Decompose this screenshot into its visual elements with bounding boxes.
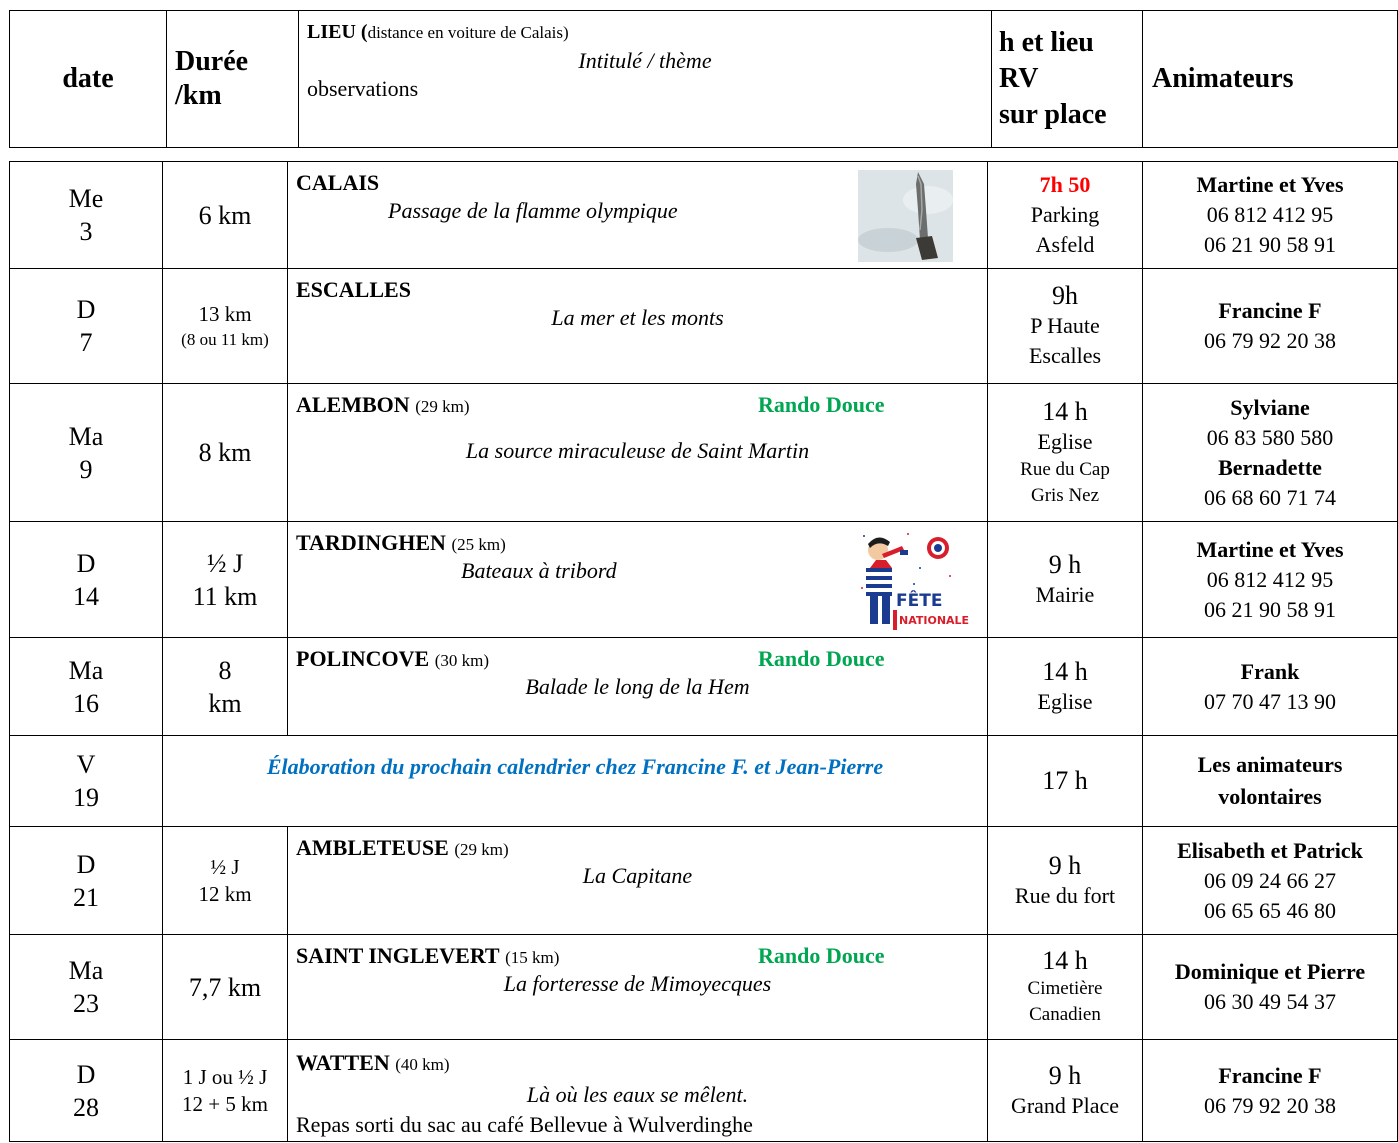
duration-cell bbox=[163, 384, 288, 522]
day-label: D bbox=[76, 849, 96, 879]
animators-cell bbox=[1143, 736, 1398, 827]
place-theme: La mer et les monts bbox=[551, 305, 724, 330]
place-distance: (15 km) bbox=[505, 948, 560, 967]
duration-value: ½ J bbox=[210, 854, 240, 879]
day-number: 23 bbox=[73, 989, 99, 1018]
date-cell bbox=[10, 935, 163, 1040]
animators-cell bbox=[1143, 522, 1398, 638]
table-row bbox=[10, 827, 1398, 935]
header-animateurs bbox=[1143, 11, 1398, 148]
animator-name: Les animateurs bbox=[1197, 752, 1343, 777]
table-row bbox=[10, 638, 1398, 736]
rendezvous-cell bbox=[988, 736, 1143, 827]
header-lieu-label: LIEU bbox=[307, 21, 356, 43]
rando-douce-tag: Rando Douce bbox=[758, 646, 885, 671]
place-note: Repas sorti du sac au café Bellevue à Wulverdinghe bbox=[296, 1112, 753, 1137]
animator-phone: 06 79 92 20 38 bbox=[1204, 1092, 1336, 1118]
duration-value: 1 J ou ½ J bbox=[182, 1064, 268, 1089]
header-lieu-paren: ( bbox=[355, 21, 368, 43]
animator-name: Francine F bbox=[1218, 1062, 1322, 1088]
day-label: V bbox=[76, 750, 96, 779]
day-number: 14 bbox=[73, 581, 99, 611]
header-lieu-theme: Intitulé / thème bbox=[578, 48, 712, 73]
nationale-text: NATIONALE bbox=[899, 614, 970, 627]
rv-place-line2: Rue du Cap bbox=[1020, 458, 1110, 480]
place-cell bbox=[288, 384, 988, 522]
rv-place-line2: Escalles bbox=[1028, 343, 1102, 368]
animators-cell bbox=[1143, 269, 1398, 384]
rv-place-line1: Rue du fort bbox=[1014, 882, 1116, 908]
animators-cell bbox=[1143, 827, 1398, 935]
fete-nationale-icon bbox=[858, 528, 970, 632]
header-lieu-line1 bbox=[307, 21, 983, 44]
day-number: 3 bbox=[79, 217, 93, 246]
day-label: Ma bbox=[68, 956, 104, 985]
fete-text: FÊTE bbox=[896, 591, 943, 611]
place-theme: Là où les eaux se mêlent. bbox=[526, 1082, 749, 1107]
header-duree-l1: Durée bbox=[175, 46, 249, 77]
animator-phone: 06 21 90 58 91 bbox=[1204, 596, 1336, 622]
place-name: ESCALLES bbox=[296, 277, 411, 302]
day-number: 28 bbox=[73, 1092, 99, 1122]
day-label: D bbox=[76, 295, 96, 324]
schedule-table bbox=[9, 161, 1398, 1142]
animator-name: Frank bbox=[1240, 658, 1300, 684]
rv-place-line1: Grand Place bbox=[1010, 1092, 1120, 1118]
animator-name: Sylviane bbox=[1230, 394, 1310, 420]
day-number: 9 bbox=[79, 454, 93, 484]
duration-value: 6 km bbox=[198, 200, 252, 230]
day-number: 19 bbox=[73, 783, 99, 812]
day-number: 7 bbox=[79, 328, 93, 357]
day-label: Ma bbox=[68, 421, 104, 451]
date-cell bbox=[10, 269, 163, 384]
rv-time: 9 h bbox=[1048, 850, 1082, 880]
rv-time: 7h 50 bbox=[1039, 172, 1091, 197]
header-date bbox=[10, 11, 167, 148]
place-distance: (30 km) bbox=[434, 651, 490, 670]
date-cell bbox=[10, 384, 163, 522]
place-cell bbox=[288, 162, 988, 269]
place-name: SAINT INGLEVERT bbox=[296, 943, 500, 968]
duration-cell bbox=[163, 638, 288, 736]
rendezvous-cell bbox=[988, 162, 1143, 269]
place-theme: La source miraculeuse de Saint Martin bbox=[465, 438, 810, 463]
duration-detail: km bbox=[208, 688, 242, 718]
place-name: TARDINGHEN bbox=[296, 530, 446, 555]
rendezvous-cell bbox=[988, 1040, 1143, 1142]
olympic-flame-icon bbox=[858, 170, 953, 262]
header-rv-l2: RV bbox=[999, 63, 1039, 94]
animators-cell bbox=[1143, 162, 1398, 269]
place-name: POLINCOVE bbox=[296, 646, 430, 671]
rendezvous-cell bbox=[988, 827, 1143, 935]
animator-phone: 06 83 580 580 bbox=[1206, 424, 1334, 450]
header-lieu-distance-note: distance en voiture de Calais) bbox=[367, 23, 569, 42]
animator-phone: 06 09 24 66 27 bbox=[1204, 867, 1336, 893]
place-theme: Balade le long de la Hem bbox=[525, 674, 750, 699]
animator-phone: 06 812 412 95 bbox=[1206, 202, 1334, 227]
rv-time: 14 h bbox=[1042, 396, 1088, 426]
header-rv-l1: h et lieu bbox=[999, 27, 1094, 58]
rv-place-line2: Asfeld bbox=[1035, 232, 1095, 257]
animator-name: Martine et Yves bbox=[1196, 536, 1344, 562]
table-row bbox=[10, 522, 1398, 638]
header-lieu-observations: observations bbox=[307, 76, 419, 101]
animator-name: Martine et Yves bbox=[1196, 172, 1344, 197]
rv-place-line1: Mairie bbox=[1035, 581, 1095, 607]
animator-phone: 06 68 60 71 74 bbox=[1204, 484, 1336, 510]
day-number: 21 bbox=[73, 882, 99, 912]
animators-cell bbox=[1143, 935, 1398, 1040]
table-row bbox=[10, 162, 1398, 269]
header-row bbox=[10, 11, 1398, 148]
table-row bbox=[10, 736, 1398, 827]
animator-phone: 06 65 65 46 80 bbox=[1204, 897, 1336, 923]
header-date-label: date bbox=[62, 63, 114, 94]
duration-cell bbox=[163, 827, 288, 935]
duration-value: 13 km bbox=[198, 301, 252, 326]
header-animateurs-label: Animateurs bbox=[1152, 63, 1294, 94]
header-lieu bbox=[299, 11, 992, 148]
table-row bbox=[10, 384, 1398, 522]
date-cell bbox=[10, 522, 163, 638]
rv-time: 9 h bbox=[1048, 1060, 1082, 1090]
animator-phone: 06 21 90 58 91 bbox=[1204, 232, 1336, 257]
place-theme: Passage de la flamme olympique bbox=[388, 198, 678, 223]
animator-name: volontaires bbox=[1218, 784, 1322, 809]
place-theme: Bateaux à tribord bbox=[461, 558, 617, 583]
duration-cell bbox=[163, 162, 288, 269]
rando-douce-tag: Rando Douce bbox=[758, 392, 885, 417]
duration-detail: 12 + 5 km bbox=[182, 1091, 268, 1116]
rendezvous-cell bbox=[988, 935, 1143, 1040]
event-cell bbox=[163, 736, 988, 827]
place-distance: (40 km) bbox=[395, 1055, 450, 1074]
rando-douce-tag: Rando Douce bbox=[758, 943, 885, 968]
day-label: Ma bbox=[68, 655, 104, 685]
fete-nationale-image bbox=[858, 528, 970, 632]
place-theme: La forteresse de Mimoyecques bbox=[503, 971, 772, 996]
rv-place-line1: Eglise bbox=[1037, 428, 1093, 454]
place-cell bbox=[288, 1040, 988, 1142]
day-number: 16 bbox=[73, 688, 99, 718]
duration-cell bbox=[163, 935, 288, 1040]
duration-cell bbox=[163, 269, 288, 384]
place-cell bbox=[288, 935, 988, 1040]
duration-detail: 12 km bbox=[198, 881, 252, 906]
animator-name: Elisabeth et Patrick bbox=[1177, 837, 1363, 863]
animator-name: Bernadette bbox=[1218, 454, 1322, 480]
animator-phone: 07 70 47 13 90 bbox=[1204, 688, 1336, 714]
animators-cell bbox=[1143, 384, 1398, 522]
rv-time: 14 h bbox=[1042, 946, 1088, 975]
duration-cell bbox=[163, 522, 288, 638]
table-row bbox=[10, 1040, 1398, 1142]
rv-time: 9h bbox=[1052, 281, 1078, 310]
duration-cell bbox=[163, 1040, 288, 1142]
place-cell bbox=[288, 638, 988, 736]
duration-detail: 11 km bbox=[192, 581, 258, 611]
header-duree bbox=[167, 11, 299, 148]
header-rv-l3: sur place bbox=[999, 99, 1107, 130]
place-name: CALAIS bbox=[296, 170, 380, 195]
duration-value: 8 km bbox=[198, 438, 252, 467]
place-cell bbox=[288, 827, 988, 935]
rendezvous-cell bbox=[988, 269, 1143, 384]
day-label: D bbox=[76, 548, 96, 578]
place-distance: (29 km) bbox=[415, 397, 470, 416]
animators-cell bbox=[1143, 638, 1398, 736]
animators-cell bbox=[1143, 1040, 1398, 1142]
date-cell bbox=[10, 736, 163, 827]
rendezvous-cell bbox=[988, 384, 1143, 522]
header-table bbox=[9, 10, 1398, 148]
duration-value: 7,7 km bbox=[188, 972, 262, 1002]
event-title: Élaboration du prochain calendrier chez Francine F. et Jean-Pierre bbox=[266, 754, 884, 779]
duration-value: 8 bbox=[218, 655, 232, 685]
table-row bbox=[10, 935, 1398, 1040]
duration-value: ½ J bbox=[206, 548, 244, 578]
day-label: D bbox=[76, 1059, 96, 1089]
date-cell bbox=[10, 1040, 163, 1142]
date-cell bbox=[10, 162, 163, 269]
place-cell bbox=[288, 522, 988, 638]
rv-place-line1: Eglise bbox=[1037, 688, 1093, 714]
header-duree-l2: /km bbox=[175, 80, 222, 111]
table-row bbox=[10, 269, 1398, 384]
place-name: WATTEN bbox=[296, 1050, 390, 1075]
place-theme: La Capitane bbox=[582, 863, 693, 888]
rendezvous-cell bbox=[988, 522, 1143, 638]
animator-phone: 06 812 412 95 bbox=[1206, 566, 1334, 592]
place-distance: (25 km) bbox=[451, 535, 506, 554]
date-cell bbox=[10, 827, 163, 935]
rv-place-line2: Canadien bbox=[1029, 1004, 1101, 1025]
rv-time: 9 h bbox=[1048, 549, 1082, 579]
animator-name: Dominique et Pierre bbox=[1174, 959, 1366, 984]
rv-time: 14 h bbox=[1042, 656, 1088, 686]
date-cell bbox=[10, 638, 163, 736]
animator-phone: 06 30 49 54 37 bbox=[1204, 989, 1336, 1014]
header-rv bbox=[992, 11, 1143, 148]
duration-detail: (8 ou 11 km) bbox=[181, 329, 269, 349]
place-name: AMBLETEUSE bbox=[296, 835, 449, 860]
place-name: ALEMBON bbox=[296, 392, 410, 417]
rv-place-line3: Gris Nez bbox=[1030, 484, 1100, 506]
rv-place-line1: Parking bbox=[1030, 202, 1100, 227]
rv-place-line1: P Haute bbox=[1030, 313, 1100, 338]
animator-name: Francine F bbox=[1218, 298, 1322, 323]
animator-phone: 06 79 92 20 38 bbox=[1204, 328, 1336, 353]
rv-place-line1: Cimetière bbox=[1027, 978, 1103, 999]
place-cell bbox=[288, 269, 988, 384]
day-label: Me bbox=[68, 184, 104, 213]
olympic-flame-image bbox=[858, 170, 953, 262]
rv-time: 17 h bbox=[1042, 766, 1088, 795]
place-distance: (29 km) bbox=[454, 840, 509, 859]
rendezvous-cell bbox=[988, 638, 1143, 736]
